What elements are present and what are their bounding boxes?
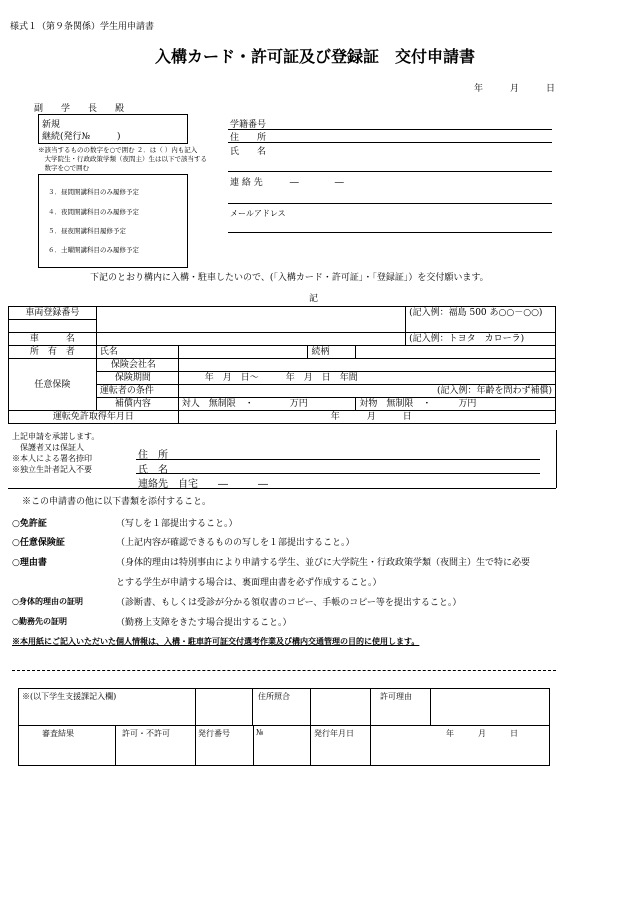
license-date[interactable]: 年 月 日	[178, 411, 555, 424]
option-3[interactable]: ３．昼間開講科目のみ履修予定	[48, 188, 139, 196]
result-label: 審査結果	[42, 729, 74, 738]
attach-physical-desc: （診断書、もしくは受診が分かる領収書のコピー、手帳のコピー等を提出すること。）	[116, 598, 462, 608]
option-5[interactable]: ５．昼夜開講科目履修予定	[48, 227, 126, 235]
attach-license-desc: （写しを１部提出すること。）	[116, 519, 238, 529]
attach-reason-desc: （身体的理由は特別事由により申請する学生、並びに大学院生・行政政策学類（夜間主）生で特に必要	[116, 558, 531, 568]
new-option[interactable]: 新規	[42, 120, 61, 130]
coverage-person[interactable]: 対人 無制限 ・ 万円	[178, 398, 356, 411]
ki-label: 記	[309, 294, 319, 304]
guardian-line-2: 保護者又は保証人	[12, 443, 84, 452]
student-no-label: 学籍番号	[230, 120, 267, 130]
guardian-name: 氏 名	[138, 465, 168, 476]
privacy-note: ※本用紙にご記入いただいた個人情報は、入構・駐車許可証交付選考作業及び構内交通管理の目的に使用します。	[12, 636, 420, 646]
issue-date-label: 発行年月日	[314, 729, 354, 738]
coverage-property[interactable]: 対物 無制限 ・ 万円	[356, 398, 556, 411]
reg-no-field[interactable]	[96, 307, 405, 333]
relation-field[interactable]	[356, 346, 556, 359]
car-example: (記入例：トヨタ カローラ)	[406, 333, 556, 346]
driver-cond-label: 運転者の条件	[96, 385, 178, 398]
guardian-line-1: 上記申請を承諾します。	[12, 432, 100, 441]
permit-reason: 許可理由	[380, 692, 412, 701]
form-id: 様式１（第９条関係）学生用申請書	[10, 22, 155, 32]
attach-reason-desc-2: とする学生が申請する場合は、裏面理由書を必ず作成すること。）	[116, 578, 382, 588]
guardian-line-4: ※独立生計者記入不要	[12, 465, 92, 474]
note-3: 数字を○で囲む	[38, 164, 90, 172]
attach-insurance-desc: （上記内容が確認できるものの写しを１部提出すること。）	[116, 538, 355, 548]
renew-option[interactable]: 継続(発行№ )	[42, 132, 121, 142]
vehicle-table	[8, 306, 556, 424]
name-label: 氏 名	[230, 147, 267, 157]
owner-name-label: 氏名	[96, 346, 178, 359]
driver-example[interactable]: (記入例：年齢を問わず補償)	[178, 385, 555, 398]
attach-work-desc: （勤務上支障をきたす場合提出すること。）	[116, 618, 292, 628]
address-check: 住所照合	[258, 692, 290, 701]
guardian-line-3: ※本人による署名捺印	[12, 454, 92, 463]
owner-label: 所 有 者	[9, 346, 97, 359]
no-label: №	[256, 728, 264, 737]
attach-physical-label: ○身体的理由の証明	[12, 596, 83, 606]
guardian-contact: 連絡先 自宅 ― ―	[138, 479, 268, 490]
permit-label[interactable]: 許可・不許可	[122, 729, 170, 738]
office-date: 年 月 日	[446, 729, 518, 738]
insurance-label: 任意保険	[9, 359, 97, 411]
request-text: 下記のとおり構内に入構・駐車したいので、(「入構カード・許可証」・「登録証」）を交付願います。	[90, 273, 489, 283]
coverage-label: 補償内容	[96, 398, 178, 411]
car-name-label: 車 名	[9, 333, 97, 346]
contact-label: 連 絡 先 ― ―	[230, 178, 344, 188]
attach-intro: ※この申請書の他に以下書類を添付すること。	[22, 497, 212, 507]
attach-reason-label: ○理由書	[12, 558, 47, 568]
office-header: ※(以下学生支援課記入欄)	[22, 692, 117, 701]
cut-line	[12, 670, 556, 671]
owner-name-field[interactable]	[178, 346, 308, 359]
date-line: 年 月 日	[474, 84, 556, 94]
option-4[interactable]: ４．夜間開講科目のみ履修予定	[48, 208, 139, 216]
relation-label: 続柄	[308, 346, 356, 359]
ins-period-value[interactable]: 年 月 日～ 年 月 日 年間	[178, 372, 555, 385]
email-label: メールアドレス	[230, 209, 286, 218]
car-name-field[interactable]	[96, 333, 405, 346]
note-2: 大学院生・行政政策学類（夜間主）生は以下で該当する	[38, 155, 207, 163]
address-label: 住 所	[230, 133, 267, 143]
license-label: 運転免許取得年月日	[9, 411, 179, 424]
attach-license-label: ○免許証	[12, 519, 47, 529]
reg-example: (記入例：福島 500 あ○○－○○)	[406, 307, 556, 333]
attach-insurance-label: ○任意保険証	[12, 538, 65, 548]
reg-no-label: 車両登録番号	[9, 307, 97, 320]
addressee: 副 学 長 殿	[34, 104, 125, 114]
page-title: 入構カード・許可証及び登録証 交付申請書	[154, 47, 475, 66]
ins-company-label: 保険会社名	[96, 359, 178, 372]
guardian-address: 住 所	[138, 450, 168, 461]
option-6[interactable]: ６．土曜開講科目のみ履修予定	[48, 246, 139, 254]
ins-period-label: 保険期間	[96, 372, 178, 385]
attach-work-label: ○勤務先の証明	[12, 616, 67, 626]
note-1: ※該当するものの数字を○で囲む ２．は（ ）内も記入	[38, 146, 198, 154]
issue-no-label: 発行番号	[198, 729, 230, 738]
ins-company-field[interactable]	[178, 359, 555, 372]
